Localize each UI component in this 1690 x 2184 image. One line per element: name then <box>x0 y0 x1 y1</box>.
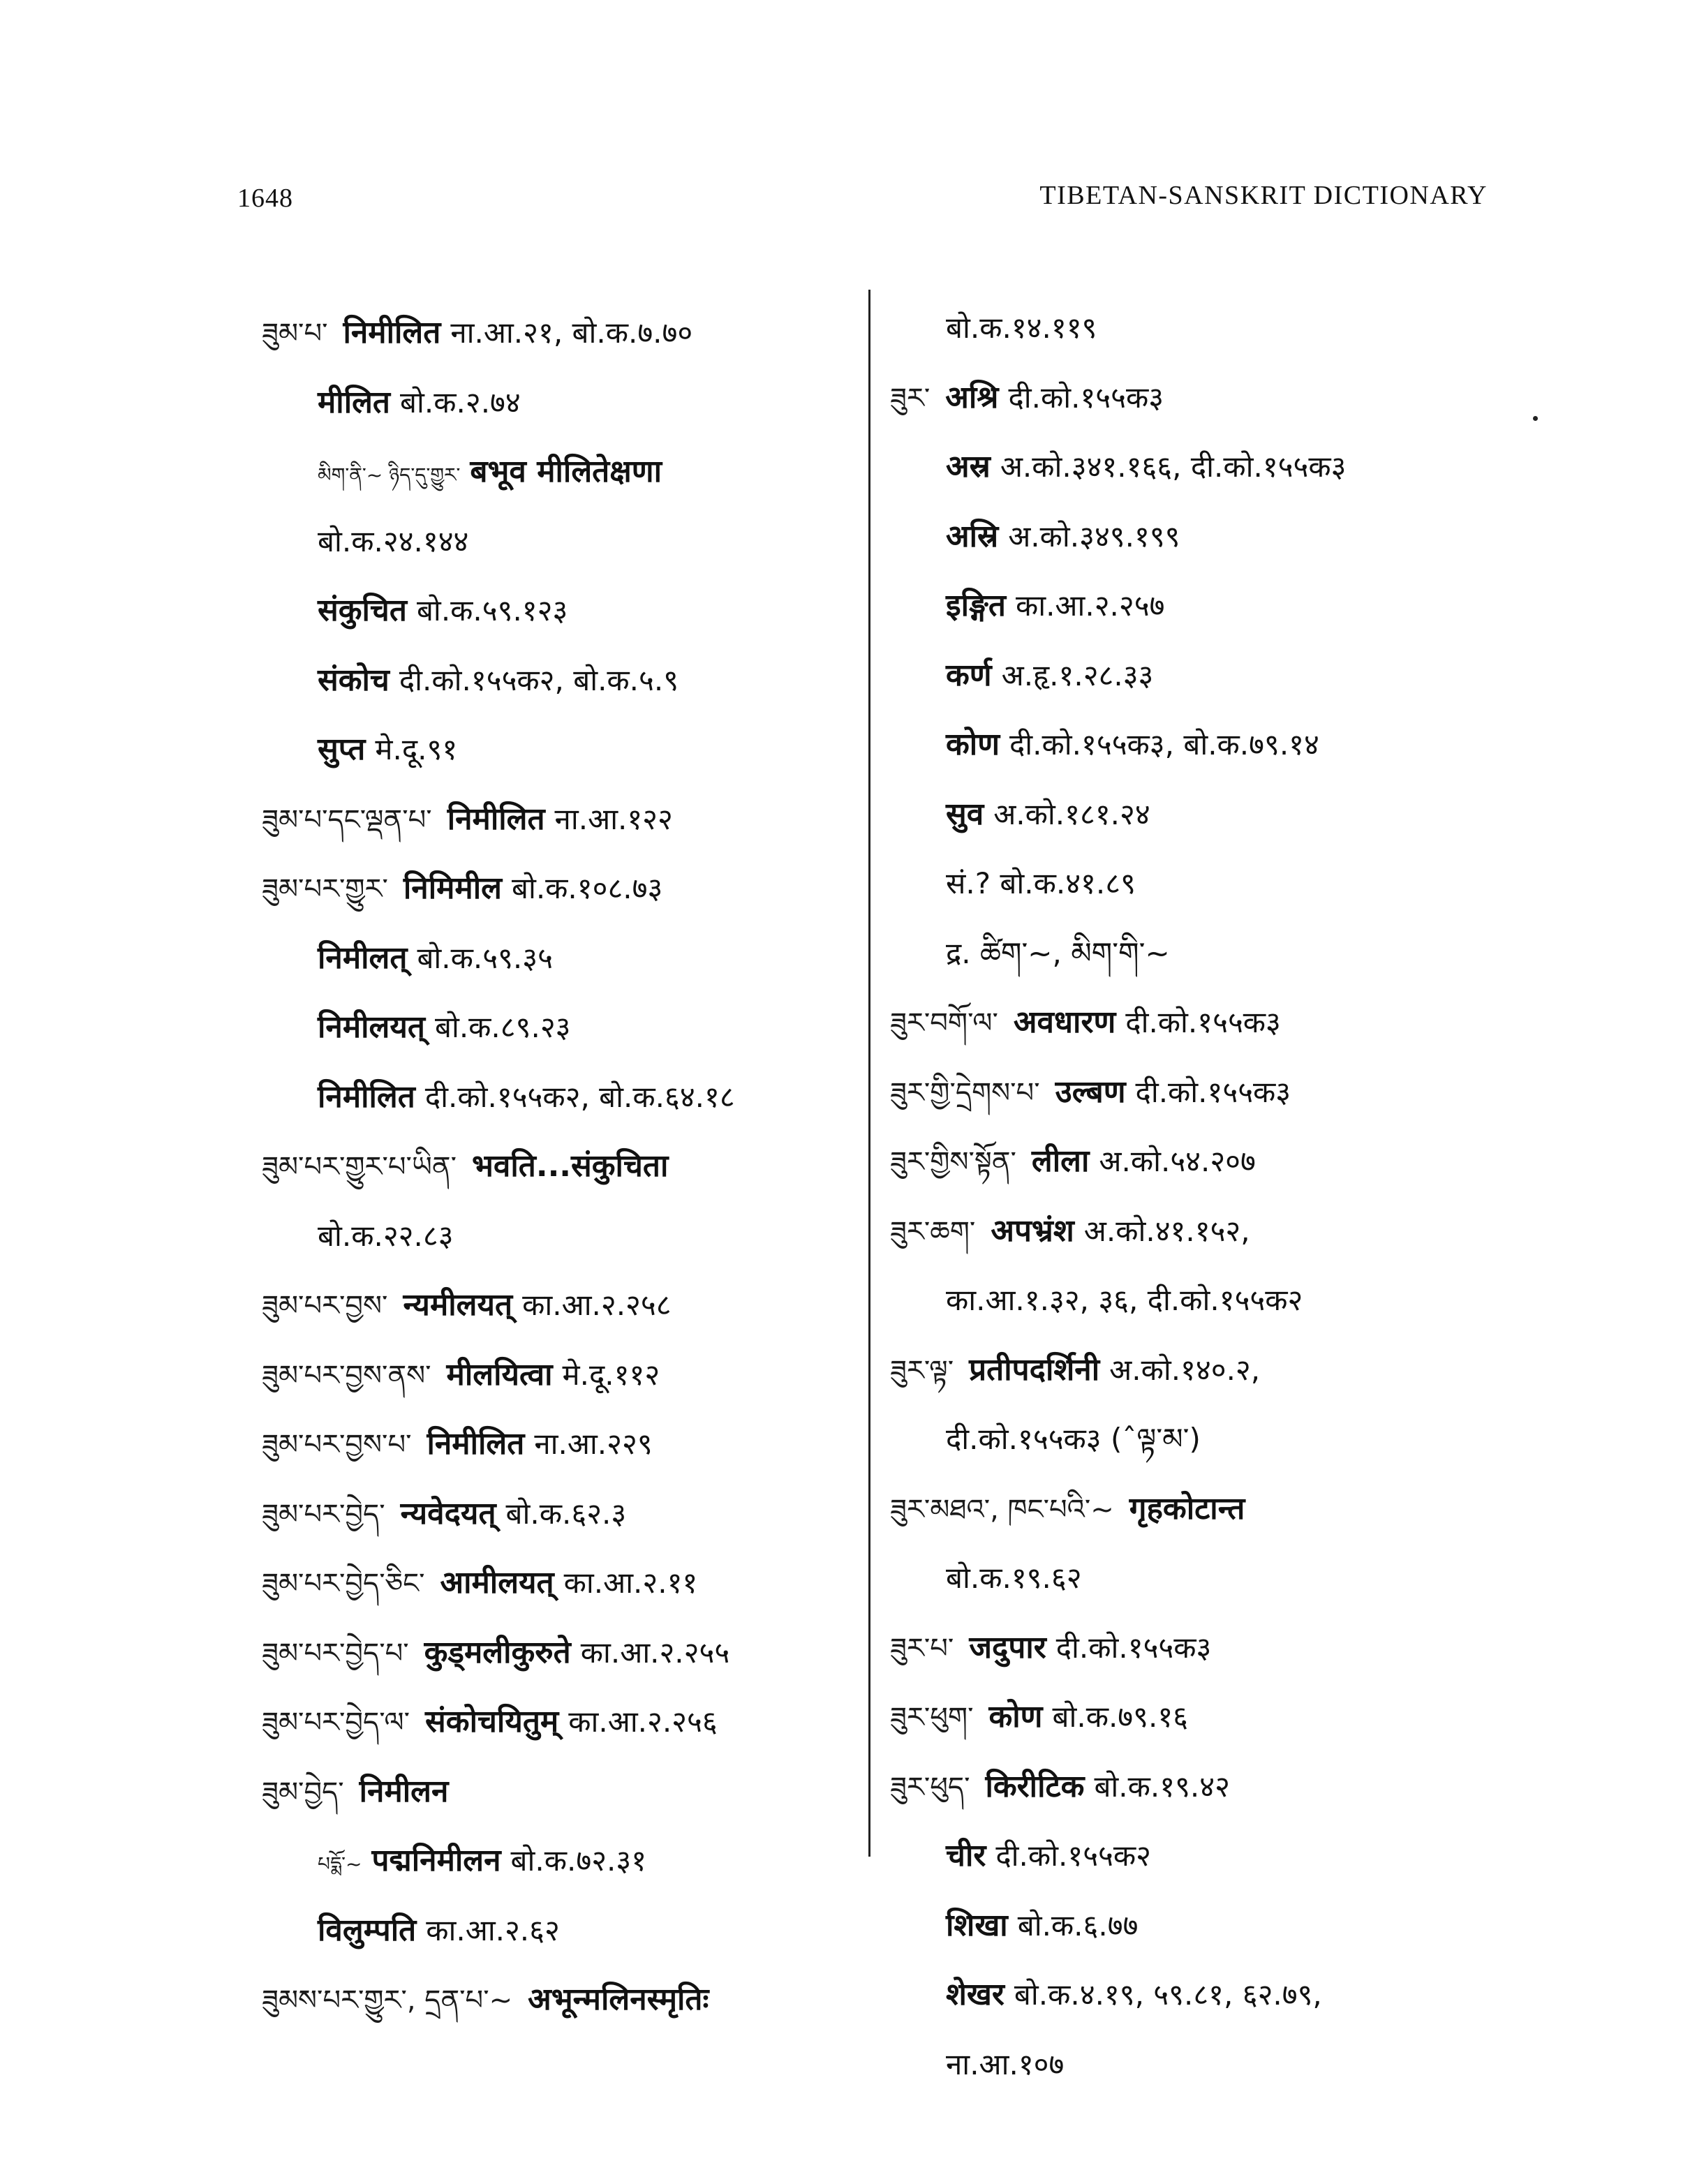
entry-sense-line <box>262 1066 862 1136</box>
source-reference: अ.को.४१.१५२, <box>1083 1213 1250 1248</box>
entry-headword-line <box>262 1483 862 1552</box>
sanskrit-term: उल्बण <box>1055 1074 1126 1110</box>
entry-headword-line <box>890 1339 1483 1409</box>
tibetan-term: ཟུམ་པ་ <box>262 318 328 350</box>
entry-continuation-line <box>890 1547 1483 1617</box>
entry-sense-line <box>262 718 862 788</box>
source-reference: का.आ.२.६२ <box>426 1912 560 1947</box>
sanskrit-term: संकुचित <box>318 593 407 628</box>
entry-continuation-line <box>890 1269 1483 1339</box>
tibetan-term: ཟུམ་པར་བྱེད་ཅིང་ <box>262 1568 425 1600</box>
source-reference: बो.क.५९.३५ <box>417 940 553 975</box>
entry-continuation-line <box>262 1205 862 1275</box>
entry-headword-line <box>262 857 862 927</box>
source-reference: का.आ.२.२५७ <box>1015 588 1165 623</box>
sanskrit-term: निमीलयत् <box>318 1009 425 1045</box>
page-number: 1648 <box>237 184 293 213</box>
source-reference: दी.को.१५५क२ <box>995 1838 1151 1873</box>
tibetan-term: མིག་ནི་~ ཉིད་དུ་གྱུར་ <box>318 463 461 486</box>
source-reference: द्र. ཚིག་~, མིག་གི་~ <box>946 935 1170 970</box>
source-reference: अ.को.३४९.१९९ <box>1008 519 1180 554</box>
entry-sense-line <box>262 440 862 510</box>
source-reference: दी.को.१५५क२, बो.क.६४.१८ <box>424 1079 735 1114</box>
entry-headword-line <box>262 1413 862 1483</box>
entry-headword-line <box>262 1691 862 1760</box>
sanskrit-term: गृहकोटान्त <box>1129 1490 1245 1526</box>
tibetan-term: ཟུར་པ་ <box>890 1632 954 1665</box>
entry-sense-line <box>262 579 862 649</box>
entry-sense-line <box>890 783 1483 853</box>
sanskrit-term: प्रतीपदर्शिनी <box>969 1351 1100 1388</box>
entry-headword-line <box>262 788 862 858</box>
source-reference: सं.? बो.क.४१.८९ <box>946 866 1136 900</box>
sanskrit-term: संकोच <box>318 662 390 698</box>
entry-headword-line <box>890 991 1483 1061</box>
source-reference: अ.को.१४०.२, <box>1109 1352 1261 1387</box>
source-reference: बो.क.१०८.७३ <box>511 871 663 905</box>
sanskrit-term: अश्रि <box>945 379 999 415</box>
sanskrit-term: निमीलित <box>427 1426 525 1462</box>
entry-sense-line <box>890 505 1483 575</box>
tibetan-term: ཟུར་ཆག་ <box>890 1215 976 1248</box>
entry-headword-line <box>890 366 1483 436</box>
entry-sense-line <box>262 996 862 1066</box>
sanskrit-term: जदुपार <box>969 1629 1046 1665</box>
sanskrit-term: किरीटिक <box>985 1768 1085 1804</box>
source-reference: का.आ.२.२५५ <box>580 1635 730 1670</box>
entry-continuation-line <box>890 2033 1483 2103</box>
tibetan-term: པདྨོ་~ <box>318 1852 362 1875</box>
sanskrit-term: अभून्मलिनस्मृतिः <box>528 1982 709 2017</box>
entry-headword-line <box>890 1200 1483 1270</box>
source-reference: बो.क.१९.४२ <box>1094 1769 1230 1804</box>
source-reference: मे.दू.९१ <box>375 732 458 766</box>
stray-dot <box>1533 416 1538 421</box>
entry-sense-line <box>262 1829 862 1899</box>
entry-headword-line <box>890 1617 1483 1686</box>
entry-headword-line <box>262 1135 862 1205</box>
entry-sense-line <box>890 922 1483 992</box>
entry-sense-line <box>890 852 1483 922</box>
entry-sense-line <box>262 927 862 997</box>
sanskrit-term: कोण <box>988 1699 1043 1734</box>
sanskrit-term: पद्मनिमीलन <box>371 1843 501 1878</box>
entry-headword-line <box>262 1621 862 1691</box>
entry-sense-line <box>890 436 1483 505</box>
sanskrit-term: इङ्गित <box>946 588 1006 623</box>
entry-headword-line <box>262 302 862 371</box>
source-reference: दी.को.१५५क३ <box>1008 380 1164 415</box>
tibetan-term: ཟུམ་པར་བྱེད་ <box>262 1498 385 1531</box>
entry-headword-line <box>262 1274 862 1344</box>
tibetan-term: ཟུར་ཕུད་ <box>890 1771 970 1804</box>
entry-sense-line <box>890 1825 1483 1894</box>
entry-sense-line <box>262 1899 862 1969</box>
entry-headword-line <box>262 1344 862 1413</box>
sanskrit-term: अस्रि <box>946 518 999 554</box>
source-reference: ना.आ.१०७ <box>946 2046 1065 2081</box>
entry-continuation-line <box>890 1408 1483 1478</box>
entry-sense-line <box>890 574 1483 644</box>
tibetan-term: ཟུམ་པར་བྱས་པ་ <box>262 1429 412 1461</box>
sanskrit-term: अवधारण <box>1013 1004 1116 1040</box>
source-reference: मे.दू.११२ <box>562 1357 660 1392</box>
tibetan-term: ཟུར་མཐའ་, ཁང་པའི་~ <box>890 1493 1114 1526</box>
source-reference: दी.को.१५५क३ <box>1125 1005 1281 1039</box>
sanskrit-term: मीलयित्वा <box>446 1356 553 1392</box>
column-divider <box>868 290 870 1857</box>
source-reference: ना.आ.२२९ <box>534 1427 653 1461</box>
sanskrit-term: सुप्त <box>318 731 366 767</box>
tibetan-term: ཟུར་ <box>890 382 931 415</box>
entry-continuation-line <box>890 297 1483 366</box>
source-reference: बो.क.१४.११९ <box>946 311 1097 345</box>
sanskrit-term: निमीलित <box>447 801 545 837</box>
sanskrit-term: बभूव मीलितेक्षणा <box>470 454 662 489</box>
entry-headword-line <box>262 1968 862 2038</box>
source-reference: बो.क.२२.८३ <box>318 1218 454 1253</box>
sanskrit-term: कर्ण <box>946 657 992 693</box>
entry-headword-line <box>262 1552 862 1621</box>
source-reference: का.आ.२.२५६ <box>568 1704 718 1739</box>
column-right <box>890 297 1483 2102</box>
entry-sense-line <box>262 649 862 719</box>
source-reference: बो.क.६२.३ <box>505 1496 627 1531</box>
source-reference: बो.क.२४.१४४ <box>318 523 469 558</box>
tibetan-term: ཟུམ་པར་བྱེད་ལ་ <box>262 1707 410 1739</box>
source-reference: दी.को.१५५क३ <box>1055 1630 1212 1665</box>
sanskrit-term: शेखर <box>946 1977 1005 2012</box>
tibetan-term: ཟུམ་པར་བྱས་ནས་ <box>262 1359 431 1392</box>
tibetan-term: ཟུར་ལྟ་ <box>890 1354 954 1387</box>
sanskrit-term: निमीलत् <box>318 939 408 976</box>
source-reference: ना.आ.२१, बो.क.७.७० <box>450 315 693 350</box>
entry-headword-line <box>890 1686 1483 1755</box>
source-reference: अ.को.३४१.१६६, दी.को.१५५क३ <box>1000 450 1347 484</box>
source-reference: बो.क.७९.१६ <box>1052 1700 1189 1734</box>
tibetan-term: ཟུམ་པར་བྱས་ <box>262 1290 388 1322</box>
sanskrit-term: मीलित <box>318 384 391 420</box>
source-reference: अ.को.५४.२०७ <box>1099 1144 1256 1178</box>
source-reference: बो.क.४.१९, ५९.८१, ६२.७९, <box>1014 1977 1322 2012</box>
entry-headword-line <box>890 1755 1483 1825</box>
tibetan-term: ཟུམ་པ་དང་ལྡན་པ་ <box>262 803 432 836</box>
entry-headword-line <box>890 1130 1483 1200</box>
source-reference: बो.क.५९.१२३ <box>416 593 568 627</box>
entry-sense-line <box>890 1894 1483 1964</box>
source-reference: दी.को.१५५क३ <box>1135 1074 1291 1109</box>
sanskrit-term: कुड्मलीकुरुते <box>424 1634 571 1670</box>
sanskrit-term: अपभ्रंश <box>991 1212 1074 1249</box>
sanskrit-term: निमिमील <box>403 870 502 906</box>
source-reference: दी.को.१५५क३ (ˆལྟ་མ་) <box>946 1422 1201 1456</box>
running-title: TIBETAN-SANSKRIT DICTIONARY <box>1039 181 1488 210</box>
sanskrit-term: भवति...संकुचिता <box>472 1148 669 1184</box>
entry-headword-line <box>262 1760 862 1830</box>
sanskrit-term: चीर <box>946 1838 986 1873</box>
source-reference: का.आ.२.११ <box>563 1566 698 1600</box>
tibetan-term: ཟུམས་པར་གྱུར་, དྲན་པ་~ <box>262 1984 513 2016</box>
tibetan-term: ཟུར་གྱིས་སྟོན་ <box>890 1146 1016 1178</box>
entry-sense-line <box>262 371 862 441</box>
source-reference: बो.क.६.७७ <box>1017 1908 1139 1942</box>
sanskrit-term: निमीलन <box>359 1773 449 1809</box>
source-reference: बो.क.८९.२३ <box>434 1010 571 1044</box>
sanskrit-term: निमीलित <box>343 315 441 350</box>
tibetan-term: ཟུམ་པར་གྱུར་པ་ཡིན་ <box>262 1151 457 1183</box>
source-reference: बो.क.२.७४ <box>400 385 521 419</box>
source-reference: का.आ.२.२५८ <box>522 1288 672 1322</box>
source-reference: बो.क.१९.६२ <box>946 1561 1082 1595</box>
source-reference: अ.हृ.१.२८.३३ <box>1001 658 1154 692</box>
sanskrit-term: कोण <box>946 727 1000 762</box>
source-reference: दी.को.१५५क२, बो.क.५.९ <box>399 662 679 697</box>
tibetan-term: ཟུར་བགོ་ལ་ <box>890 1007 998 1039</box>
sanskrit-term: शिखा <box>946 1907 1008 1943</box>
source-reference: बो.क.७२.३१ <box>510 1843 647 1878</box>
sanskrit-term: निमीलित <box>318 1078 415 1115</box>
tibetan-term: ཟུམ་པར་བྱེད་པ་ <box>262 1637 409 1670</box>
sanskrit-term: विलुम्पति <box>318 1912 417 1948</box>
entry-sense-line <box>890 713 1483 783</box>
sanskrit-term: संकोचयितुम् <box>425 1704 559 1739</box>
source-reference: ना.आ.१२२ <box>554 801 673 836</box>
source-reference: अ.को.१८१.२४ <box>993 796 1150 831</box>
sanskrit-term: न्यवेदयत् <box>400 1495 496 1531</box>
column-left <box>262 302 862 2038</box>
sanskrit-term: न्यमीलयत् <box>403 1287 513 1323</box>
source-reference: दी.को.१५५क३, बो.क.७९.१४ <box>1009 727 1319 762</box>
sanskrit-term: अस्र <box>946 449 991 484</box>
tibetan-term: ཟུམ་པར་གྱུར་ <box>262 873 388 905</box>
sanskrit-term: आमीलयत् <box>440 1565 554 1600</box>
source-reference: का.आ.१.३२, ३६, दी.को.१५५क२ <box>946 1283 1303 1317</box>
tibetan-term: ཟུར་གྱི་དྲེགས་པ་ <box>890 1076 1040 1109</box>
entry-sense-line <box>890 644 1483 714</box>
entry-headword-line <box>890 1478 1483 1547</box>
sanskrit-term: सुव <box>946 796 984 832</box>
tibetan-term: ཟུམ་བྱེད་ <box>262 1776 344 1808</box>
entry-headword-line <box>890 1061 1483 1131</box>
sanskrit-term: लीला <box>1031 1143 1090 1179</box>
entry-sense-line <box>890 1963 1483 2033</box>
entry-continuation-line <box>262 510 862 580</box>
tibetan-term: ཟུར་ཕུག་ <box>890 1702 974 1734</box>
